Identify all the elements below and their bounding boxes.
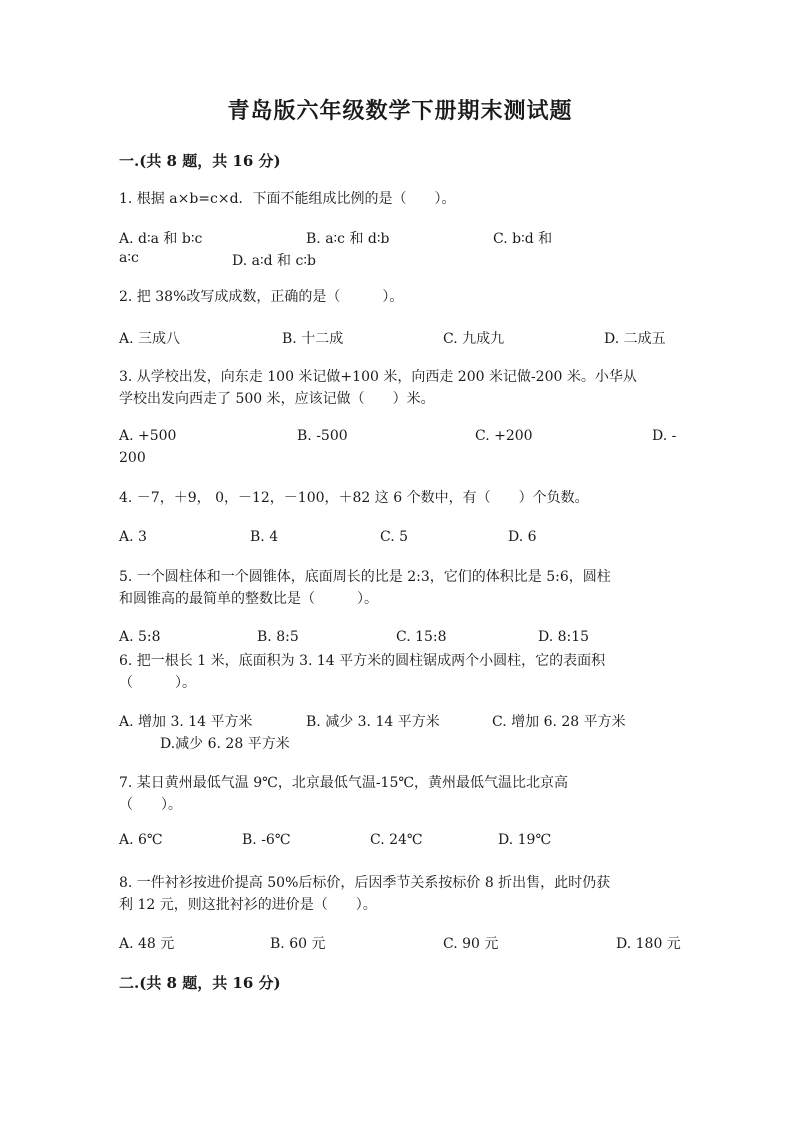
question-2-option-c: C. 九成九 bbox=[443, 331, 505, 347]
question-2-option-a: A. 三成八 bbox=[119, 331, 181, 347]
question-3-option-a: A. +500 bbox=[119, 428, 177, 444]
question-5-option-c: C. 15:8 bbox=[396, 629, 447, 645]
question-1-option-d: D. a∶d 和 c∶b bbox=[232, 253, 316, 269]
question-8-option-d: D. 180 元 bbox=[616, 936, 681, 952]
page-title: 青岛版六年级数学下册期末测试题 bbox=[227, 98, 573, 124]
question-1-line-1: 1. 根据 a×b=c×d．下面不能组成比例的是（ ）。 bbox=[119, 191, 456, 207]
question-2-option-d: D. 二成五 bbox=[604, 331, 666, 347]
question-6 bbox=[119, 650, 679, 694]
question-5 bbox=[119, 566, 679, 610]
question-5-option-a: A. 5:8 bbox=[119, 629, 161, 645]
question-6-line-1: 6. 把一根长 1 米，底面积为 3. 14 平方米的圆柱锯成两个小圆柱，它的表面积 bbox=[119, 653, 606, 669]
question-2 bbox=[119, 286, 679, 308]
question-1-option-a: A. d∶a 和 b∶c bbox=[119, 231, 203, 247]
question-2-line-1: 2. 把 38%改写成成数，正确的是（ ）。 bbox=[119, 289, 404, 305]
question-5-option-d: D. 8:15 bbox=[538, 629, 590, 645]
question-7-line-1: 7. 某日黄州最低气温 9℃，北京最低气温-15℃，黄州最低气温比北京高 bbox=[119, 775, 569, 791]
question-3-line-1: 3. 从学校出发，向东走 100 米记做+100 米，向西走 200 米记做-200 米。小华从 bbox=[119, 369, 637, 385]
question-6-option-d: D.减少 6. 28 平方米 bbox=[160, 736, 290, 752]
question-1 bbox=[119, 188, 679, 210]
question-8-line-2: 利 12 元，则这批衬衫的进价是（ ）。 bbox=[119, 897, 377, 913]
section-heading-2: 二.(共 8 题，共 16 分) bbox=[119, 974, 281, 992]
question-8-line-1: 8. 一件衬衫按进价提高 50%后标价，后因季节关系按标价 8 折出售，此时仍获 bbox=[119, 875, 611, 891]
question-5-line-2: 和圆锥高的最简单的整数比是（ ）。 bbox=[119, 591, 378, 607]
question-1-option-c: C. b∶d 和 bbox=[493, 231, 553, 247]
question-7 bbox=[119, 772, 679, 816]
question-8-option-b: B. 60 元 bbox=[270, 936, 326, 952]
question-4-option-a: A. 3 bbox=[119, 529, 147, 545]
question-6-option-a: A. 增加 3. 14 平方米 bbox=[119, 714, 253, 730]
question-4-option-d: D. 6 bbox=[508, 529, 537, 545]
section-heading-1: 一.(共 8 题，共 16 分) bbox=[119, 152, 281, 170]
question-3 bbox=[119, 366, 679, 410]
question-6-option-b: B. 减少 3. 14 平方米 bbox=[306, 714, 440, 730]
question-6-option-c: C. 增加 6. 28 平方米 bbox=[492, 714, 626, 730]
question-3-option-b: B. -500 bbox=[297, 428, 348, 444]
question-4-option-b: B. 4 bbox=[250, 529, 279, 545]
question-8 bbox=[119, 872, 679, 916]
question-5-line-1: 5. 一个圆柱体和一个圆锥体，底面周长的比是 2:3，它们的体积比是 5:6，圆柱 bbox=[119, 569, 611, 585]
question-5-option-b: B. 8:5 bbox=[257, 629, 299, 645]
question-3-option-d-cont: 200 bbox=[119, 450, 146, 466]
question-8-option-c: C. 90 元 bbox=[443, 936, 499, 952]
question-8-option-a: A. 48 元 bbox=[119, 936, 175, 952]
question-3-line-2: 学校出发向西走了 500 米，应该记做（ ）米。 bbox=[119, 391, 435, 407]
question-1-option-c-cont: a∶c bbox=[119, 250, 139, 266]
question-7-option-b: B. -6℃ bbox=[242, 832, 291, 848]
question-7-line-2: （ ）。 bbox=[119, 797, 182, 813]
question-3-option-c: C. +200 bbox=[475, 428, 533, 444]
question-7-option-d: D. 19℃ bbox=[498, 832, 552, 848]
question-7-option-a: A. 6℃ bbox=[119, 832, 163, 848]
question-7-option-c: C. 24℃ bbox=[370, 832, 423, 848]
question-4-option-c: C. 5 bbox=[380, 529, 409, 545]
question-4 bbox=[119, 487, 679, 509]
question-2-option-b: B. 十二成 bbox=[282, 331, 344, 347]
question-4-line-1: 4. －7，＋9， 0，－12，－100，＋82 这 6 个数中，有（ ）个负数。 bbox=[119, 490, 589, 506]
question-6-line-2: （ ）。 bbox=[119, 675, 196, 691]
question-3-option-d: D. - bbox=[652, 428, 677, 444]
question-1-option-b: B. a∶c 和 d∶b bbox=[306, 231, 390, 247]
